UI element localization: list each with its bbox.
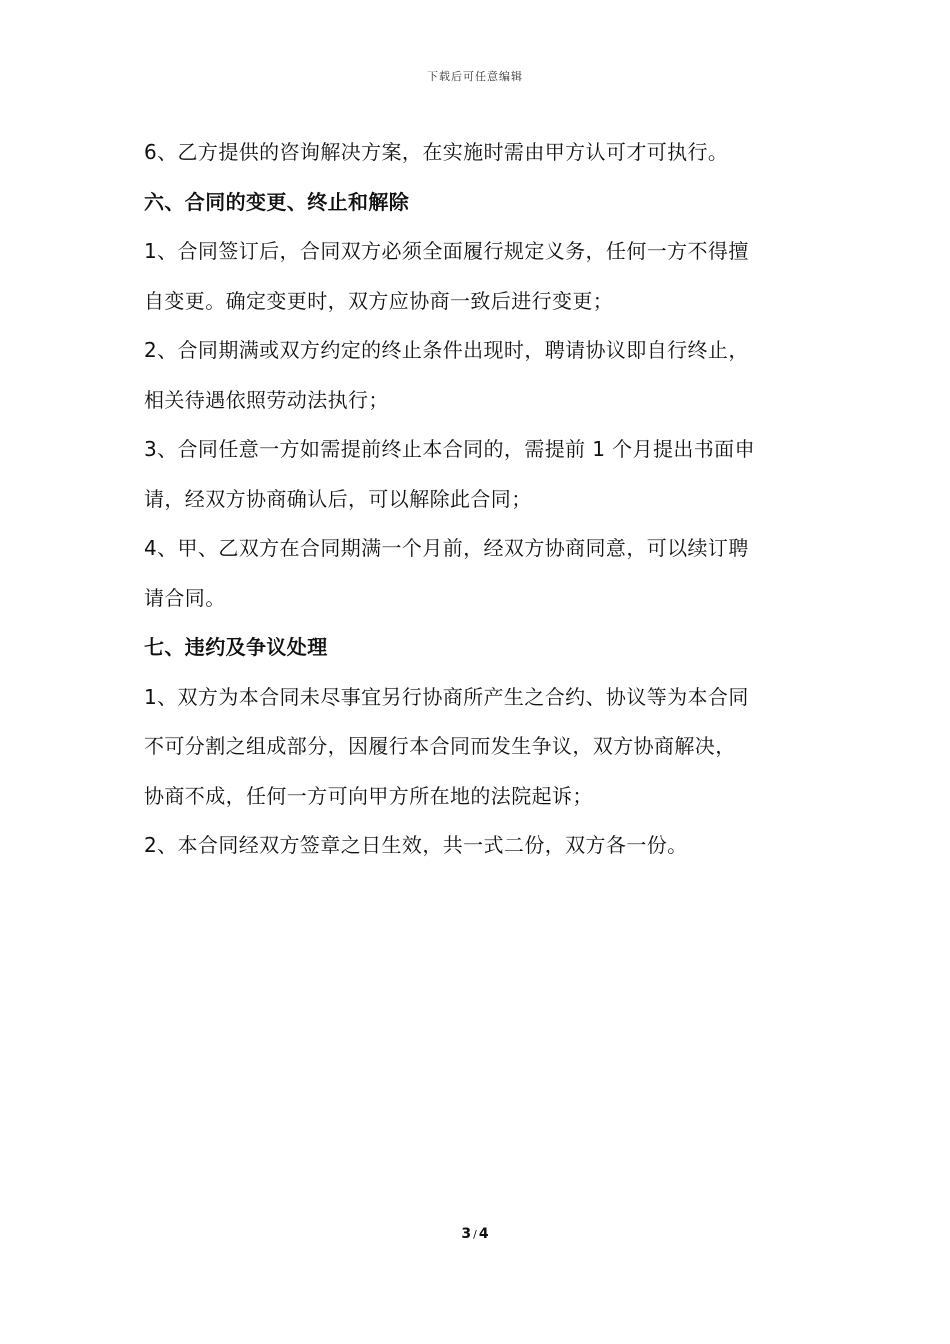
paragraph-line: 2、本合同经双方签章之日生效，共一式二份，双方各一份。 — [144, 833, 688, 857]
paragraph-line: 1、合同签订后，合同双方必须全面履行规定义务，任何一方不得擅 — [144, 239, 749, 263]
page-number-separator: / — [473, 1228, 477, 1241]
paragraph-line: 1、双方为本合同未尽事宜另行协商所产生之合约、协议等为本合同 — [144, 684, 749, 709]
paragraph-line: 自变更。确定变更时，双方应协商一致后进行变更； — [144, 288, 614, 313]
paragraph-line: 相关待遇依照劳动法执行； — [144, 387, 389, 412]
document-body — [144, 128, 816, 871]
page-header-note: 下载后可任意编辑 — [427, 70, 523, 83]
total-pages-number: 4 — [478, 1226, 489, 1242]
paragraph-line: 不可分割之组成部分，因履行本合同而发生争议，双方协商解决， — [144, 734, 736, 758]
paragraph-line: 2、合同期满或双方约定的终止条件出现时，聘请协议即自行终止， — [144, 338, 749, 362]
paragraph-line: 请，经双方协商确认后，可以解除此合同； — [144, 486, 532, 511]
section-heading-6: 六、合同的变更、终止和解除 — [144, 189, 410, 214]
paragraph-line: 3、合同任意一方如需提前终止本合同的，需提前 1 个月提出书面申 — [144, 437, 755, 461]
page-number — [0, 1226, 950, 1242]
section-heading-7: 七、违约及争议处理 — [144, 635, 328, 659]
paragraph-line: 协商不成，任何一方可向甲方所在地的法院起诉； — [144, 783, 593, 808]
paragraph-line: 请合同。 — [144, 585, 226, 610]
paragraph-line: 4、甲、乙双方在合同期满一个月前，经双方协商同意，可以续订聘 — [144, 536, 749, 560]
current-page-number: 3 — [461, 1226, 472, 1242]
paragraph-line: 6、乙方提供的咨询解决方案，在实施时需由甲方认可才可执行。 — [144, 140, 729, 164]
